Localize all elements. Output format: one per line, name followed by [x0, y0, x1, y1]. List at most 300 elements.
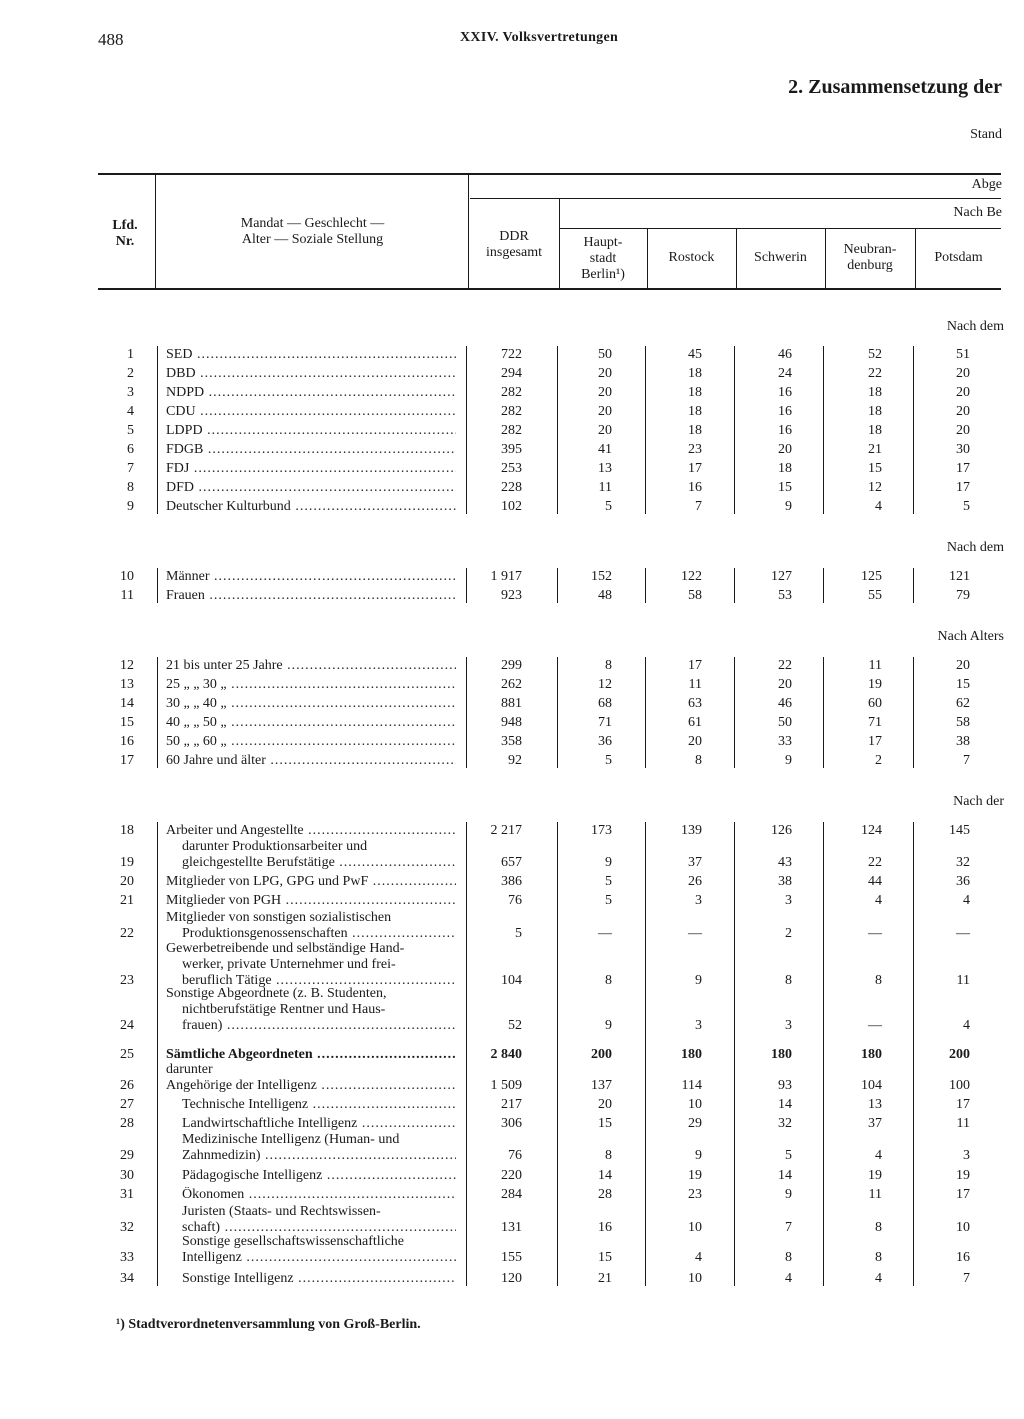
section-heading-geschlecht: Nach dem — [946, 540, 1004, 555]
table-row — [0, 496, 1024, 515]
cell-value: 71 — [598, 715, 612, 730]
cell-value: 11 — [956, 973, 970, 988]
column-rule — [645, 822, 646, 1286]
column-rule — [157, 822, 158, 1286]
row-label-line: 40 „ „ 50 „ ..... — [166, 715, 456, 731]
row-label — [166, 658, 456, 674]
cell-value: 17 — [956, 480, 970, 495]
cell-value: 358 — [501, 734, 522, 749]
row-number: 13 — [120, 677, 134, 692]
column-rule — [645, 568, 646, 603]
column-rule — [466, 657, 467, 768]
cell-value: 200 — [949, 1047, 970, 1062]
row-label-line: darunter — [166, 1062, 213, 1077]
column-rule — [466, 822, 467, 1286]
cell-value: 22 — [868, 855, 882, 870]
row-number: 8 — [127, 480, 134, 495]
row-label-line: 21 bis unter 25 Jahre ..... — [166, 658, 456, 674]
row-label — [166, 1271, 456, 1287]
cell-value: — — [956, 926, 970, 941]
column-rule — [913, 657, 914, 768]
column-rule — [466, 568, 467, 603]
cell-value: 50 — [598, 347, 612, 362]
column-rule — [157, 657, 158, 768]
row-label — [166, 1132, 456, 1164]
cell-value: 126 — [771, 823, 792, 838]
cell-value: 10 — [688, 1097, 702, 1112]
cell-value: — — [598, 926, 612, 941]
row-number: 7 — [127, 461, 134, 476]
cell-value: 46 — [778, 347, 792, 362]
row-number: 1 — [127, 347, 134, 362]
table-row — [0, 1165, 1024, 1184]
cell-value: 20 — [688, 734, 702, 749]
cell-value: 125 — [861, 569, 882, 584]
row-label-line: Angehörige der Intelligenz ..... — [166, 1078, 456, 1094]
header-mandat: Mandat — Geschlecht — Alter — Soziale Stellung — [240, 216, 385, 247]
table-row — [0, 836, 1024, 871]
cell-value: 1 917 — [490, 569, 522, 584]
column-rule — [734, 657, 735, 768]
cell-value: 33 — [778, 734, 792, 749]
row-number: 25 — [120, 1047, 134, 1062]
cell-value: 114 — [681, 1078, 702, 1093]
cell-value: 13 — [868, 1097, 882, 1112]
cell-value: 5 — [605, 893, 612, 908]
running-head: XXIV. Volksvertretungen — [460, 30, 619, 45]
cell-value: 262 — [501, 677, 522, 692]
cell-value: 120 — [501, 1271, 522, 1286]
cell-value: 43 — [778, 855, 792, 870]
cell-value: 180 — [861, 1047, 882, 1062]
cell-value: 19 — [956, 1168, 970, 1183]
row-label-line: Juristen (Staats- und Rechtswissen- — [182, 1204, 381, 1219]
cell-value: 180 — [681, 1047, 702, 1062]
header-nach-be: Nach Be — [953, 205, 1002, 220]
cell-value: 14 — [778, 1097, 792, 1112]
cell-value: — — [868, 1018, 882, 1033]
cell-value: 18 — [778, 461, 792, 476]
cell-value: 3 — [785, 1018, 792, 1033]
cell-value: 36 — [598, 734, 612, 749]
table-header-bottom-rule — [98, 288, 1001, 290]
bezirke-rule — [560, 228, 1001, 229]
cell-value: 18 — [868, 423, 882, 438]
table-row — [0, 907, 1024, 942]
cell-value: 282 — [501, 404, 522, 419]
cell-value: 2 — [875, 753, 882, 768]
row-label-line: 50 „ „ 60 „ ..... — [166, 734, 456, 750]
cell-value: 9 — [785, 753, 792, 768]
column-rule — [823, 822, 824, 1286]
cell-value: 9 — [605, 855, 612, 870]
cell-value: 284 — [501, 1187, 522, 1202]
row-number: 15 — [120, 715, 134, 730]
row-number: 2 — [127, 366, 134, 381]
cell-value: 18 — [688, 366, 702, 381]
row-number: 4 — [127, 404, 134, 419]
section-heading-alter: Nach Alters — [937, 629, 1004, 644]
cell-value: 8 — [695, 753, 702, 768]
cell-value: 10 — [688, 1271, 702, 1286]
column-rule — [823, 568, 824, 603]
row-label — [166, 480, 456, 496]
row-label-line: Frauen ..... — [166, 588, 456, 604]
cell-value: 1 509 — [490, 1078, 522, 1093]
header-col-berlin: Haupt- stadt Berlin¹) — [581, 235, 625, 282]
row-label-line: 60 Jahre und älter ..... — [166, 753, 456, 769]
row-number: 9 — [127, 499, 134, 514]
cell-value: 23 — [688, 1187, 702, 1202]
cell-value: 11 — [868, 658, 882, 673]
row-label — [166, 1078, 456, 1094]
row-label-line: Pädagogische Intelligenz ..... — [166, 1168, 456, 1184]
cell-value: 4 — [963, 1018, 970, 1033]
cell-value: 299 — [501, 658, 522, 673]
row-label — [166, 499, 456, 515]
cell-value: 37 — [688, 855, 702, 870]
cell-value: — — [868, 926, 882, 941]
cell-value: 9 — [695, 1148, 702, 1163]
header-col-schwerin: Schwerin — [754, 250, 807, 265]
header-abge: Abge — [971, 177, 1002, 192]
cell-value: 4 — [695, 1250, 702, 1265]
cell-value: 5 — [963, 499, 970, 514]
row-label-line: Gewerbetreibende und selbständige Hand- — [166, 941, 405, 956]
row-number: 24 — [120, 1018, 134, 1033]
column-rule — [557, 568, 558, 603]
table-row — [0, 363, 1024, 382]
cell-value: 152 — [591, 569, 612, 584]
row-label — [166, 986, 456, 1034]
table-row — [0, 477, 1024, 496]
row-number: 23 — [120, 973, 134, 988]
row-label — [166, 461, 456, 477]
cell-value: 5 — [785, 1148, 792, 1163]
header-col-potsdam: Potsdam — [934, 250, 983, 265]
cell-value: 8 — [605, 973, 612, 988]
page-number: 488 — [98, 30, 124, 49]
row-label — [166, 1168, 456, 1184]
cell-value: 122 — [681, 569, 702, 584]
cell-value: 7 — [963, 753, 970, 768]
row-label-line: werker, private Unternehmer und frei- — [182, 957, 396, 972]
cell-value: 16 — [688, 480, 702, 495]
cell-value: 282 — [501, 423, 522, 438]
cell-value: 41 — [598, 442, 612, 457]
cell-value: 294 — [501, 366, 522, 381]
row-label — [166, 839, 456, 871]
cell-value: 44 — [868, 874, 882, 889]
header-divider-ddr — [468, 175, 469, 288]
row-number: 5 — [127, 423, 134, 438]
cell-value: 20 — [956, 404, 970, 419]
cell-value: 12 — [598, 677, 612, 692]
table-row — [0, 1094, 1024, 1113]
row-label — [166, 588, 456, 604]
cell-value: 2 217 — [490, 823, 522, 838]
cell-value: 58 — [956, 715, 970, 730]
cell-value: 20 — [956, 385, 970, 400]
cell-value: 3 — [963, 1148, 970, 1163]
cell-value: 17 — [956, 1097, 970, 1112]
section-title: 2. Zusammensetzung der — [788, 76, 1002, 98]
cell-value: 145 — [949, 823, 970, 838]
cell-value: 21 — [598, 1271, 612, 1286]
cell-value: 5 — [605, 874, 612, 889]
column-rule — [557, 657, 558, 768]
cell-value: 48 — [598, 588, 612, 603]
row-label-line: 30 „ „ 40 „ ..... — [166, 696, 456, 712]
row-label-line: Männer ..... — [166, 569, 456, 585]
cell-value: 23 — [688, 442, 702, 457]
table-row — [0, 401, 1024, 420]
cell-value: 20 — [778, 442, 792, 457]
cell-value: 20 — [956, 366, 970, 381]
cell-value: 60 — [868, 696, 882, 711]
table-row — [0, 566, 1024, 585]
cell-value: 10 — [688, 1220, 702, 1235]
row-label-line: frauen) ..... — [166, 1018, 456, 1034]
column-rule — [823, 346, 824, 514]
cell-value: 11 — [956, 1116, 970, 1131]
row-label — [166, 696, 456, 712]
cell-value: 18 — [688, 385, 702, 400]
row-number: 18 — [120, 823, 134, 838]
row-label-line: schaft) ..... — [166, 1220, 456, 1236]
column-rule — [734, 568, 735, 603]
cell-value: 657 — [501, 855, 522, 870]
cell-value: 9 — [785, 1187, 792, 1202]
cell-value: 228 — [501, 480, 522, 495]
column-rule — [557, 822, 558, 1286]
cell-value: 5 — [515, 926, 522, 941]
cell-value: 8 — [875, 973, 882, 988]
cell-value: 8 — [785, 973, 792, 988]
cell-value: 20 — [598, 423, 612, 438]
row-number: 33 — [120, 1250, 134, 1265]
cell-value: 18 — [688, 423, 702, 438]
cell-value: 8 — [605, 658, 612, 673]
cell-value: 104 — [861, 1078, 882, 1093]
cell-value: 76 — [508, 1148, 522, 1163]
cell-value: 45 — [688, 347, 702, 362]
cell-value: 36 — [956, 874, 970, 889]
row-label — [166, 423, 456, 439]
row-label-line: Mitglieder von sonstigen sozialistischen — [166, 910, 392, 925]
row-label-line: SED ..... — [166, 347, 456, 363]
cell-value: 62 — [956, 696, 970, 711]
table-row — [0, 420, 1024, 439]
header-ddr-insgesamt: DDR insgesamt — [486, 229, 542, 260]
row-label — [166, 347, 456, 363]
row-number: 26 — [120, 1078, 134, 1093]
row-label-line: Landwirtschaftliche Intelligenz ..... — [166, 1116, 456, 1132]
row-label-line: LDPD ..... — [166, 423, 456, 439]
table-row — [0, 382, 1024, 401]
row-label — [166, 404, 456, 420]
row-label-line: DFD ..... — [166, 480, 456, 496]
cell-value: 52 — [508, 1018, 522, 1033]
cell-value: 20 — [598, 385, 612, 400]
table-row — [0, 712, 1024, 731]
table-row — [0, 750, 1024, 769]
row-label-line: FDJ ..... — [166, 461, 456, 477]
cell-value: 15 — [956, 677, 970, 692]
row-number: 22 — [120, 926, 134, 941]
table-row — [0, 1268, 1024, 1287]
cell-value: 15 — [868, 461, 882, 476]
table-row — [0, 983, 1024, 1034]
row-number: 12 — [120, 658, 134, 673]
row-number: 17 — [120, 753, 134, 768]
column-rule — [913, 822, 914, 1286]
row-label-line: Zahnmedizin) ..... — [166, 1148, 456, 1164]
cell-value: 14 — [598, 1168, 612, 1183]
row-label-line: Mitglieder von LPG, GPG und PwF ..... — [166, 874, 456, 890]
table-row — [0, 458, 1024, 477]
row-number: 16 — [120, 734, 134, 749]
stand-label: Stand — [970, 127, 1002, 142]
row-label — [166, 1097, 456, 1113]
column-rule — [557, 346, 558, 514]
cell-value: 58 — [688, 588, 702, 603]
cell-value: 9 — [785, 499, 792, 514]
cell-value: 4 — [875, 893, 882, 908]
cell-value: 20 — [956, 658, 970, 673]
row-label-line: NDPD ..... — [166, 385, 456, 401]
cell-value: 8 — [875, 1250, 882, 1265]
cell-value: 53 — [778, 588, 792, 603]
column-rule — [913, 568, 914, 603]
row-label — [166, 366, 456, 382]
header-col-rostock: Rostock — [668, 250, 715, 265]
cell-value: 15 — [778, 480, 792, 495]
cell-value: 139 — [681, 823, 702, 838]
table-row — [0, 693, 1024, 712]
column-rule — [157, 568, 158, 603]
cell-value: 11 — [688, 677, 702, 692]
row-number: 31 — [120, 1187, 134, 1202]
cell-value: 2 840 — [490, 1047, 522, 1062]
row-label — [166, 1234, 456, 1266]
row-number: 32 — [120, 1220, 134, 1235]
cell-value: 3 — [785, 893, 792, 908]
cell-value: 173 — [591, 823, 612, 838]
cell-value: 71 — [868, 715, 882, 730]
cell-value: 18 — [688, 404, 702, 419]
cell-value: 52 — [868, 347, 882, 362]
cell-value: 155 — [501, 1250, 522, 1265]
cell-value: 20 — [956, 423, 970, 438]
cell-value: 386 — [501, 874, 522, 889]
table-row — [0, 1231, 1024, 1266]
cell-value: 15 — [598, 1116, 612, 1131]
cell-value: 7 — [785, 1220, 792, 1235]
cell-value: 20 — [598, 366, 612, 381]
cell-value: 7 — [695, 499, 702, 514]
row-label-line: beruflich Tätige ..... — [166, 973, 456, 989]
column-rule — [823, 657, 824, 768]
row-number: 30 — [120, 1168, 134, 1183]
cell-value: 29 — [688, 1116, 702, 1131]
row-label-line: DBD ..... — [166, 366, 456, 382]
cell-value: 17 — [956, 461, 970, 476]
cell-value: 217 — [501, 1097, 522, 1112]
row-label-line: nichtberufstätige Rentner und Haus- — [182, 1002, 386, 1017]
cell-value: 17 — [688, 658, 702, 673]
row-label-line: gleichgestellte Berufstätige ..... — [166, 855, 456, 871]
row-number: 28 — [120, 1116, 134, 1131]
cell-value: 11 — [868, 1187, 882, 1202]
row-label-line: Sonstige Intelligenz ..... — [166, 1271, 456, 1287]
cell-value: 20 — [598, 404, 612, 419]
row-label-line: Sonstige gesellschaftswissenschaftliche — [182, 1234, 405, 1249]
cell-value: 19 — [868, 1168, 882, 1183]
cell-value: 50 — [778, 715, 792, 730]
cell-value: 16 — [778, 404, 792, 419]
row-label-line: Sämtliche Abgeordneten ..... — [166, 1047, 456, 1063]
row-label — [166, 874, 456, 890]
cell-value: 253 — [501, 461, 522, 476]
cell-value: 46 — [778, 696, 792, 711]
cell-value: 26 — [688, 874, 702, 889]
cell-value: 180 — [771, 1047, 792, 1062]
cell-value: 9 — [605, 1018, 612, 1033]
cell-value: 102 — [501, 499, 522, 514]
cell-value: 13 — [598, 461, 612, 476]
cell-value: 4 — [875, 499, 882, 514]
cell-value: 55 — [868, 588, 882, 603]
cell-value: 5 — [605, 753, 612, 768]
row-label-line: Technische Intelligenz ..... — [166, 1097, 456, 1113]
row-number: 21 — [120, 893, 134, 908]
abge-rule — [470, 198, 1001, 199]
cell-value: 395 — [501, 442, 522, 457]
column-rule — [913, 346, 914, 514]
cell-value: 24 — [778, 366, 792, 381]
cell-value: 28 — [598, 1187, 612, 1202]
cell-value: 8 — [605, 1148, 612, 1163]
cell-value: 2 — [785, 926, 792, 941]
column-rule — [734, 822, 735, 1286]
header-divider-label — [155, 175, 156, 288]
cell-value: 200 — [591, 1047, 612, 1062]
cell-value: 68 — [598, 696, 612, 711]
cell-value: 137 — [591, 1078, 612, 1093]
cell-value: 38 — [778, 874, 792, 889]
cell-value: 16 — [598, 1220, 612, 1235]
cell-value: 22 — [778, 658, 792, 673]
column-rule — [734, 346, 735, 514]
row-label-line: FDGB ..... — [166, 442, 456, 458]
table-row — [0, 871, 1024, 890]
cell-value: 923 — [501, 588, 522, 603]
cell-value: 22 — [868, 366, 882, 381]
cell-value: 722 — [501, 347, 522, 362]
cell-value: 104 — [501, 973, 522, 988]
table-row — [0, 655, 1024, 674]
row-label — [166, 385, 456, 401]
row-label-line: Intelligenz ..... — [166, 1250, 456, 1266]
cell-value: 38 — [956, 734, 970, 749]
cell-value: 3 — [695, 893, 702, 908]
row-label — [166, 569, 456, 585]
cell-value: 881 — [501, 696, 522, 711]
cell-value: 21 — [868, 442, 882, 457]
row-label — [166, 941, 456, 989]
table-row — [0, 585, 1024, 604]
